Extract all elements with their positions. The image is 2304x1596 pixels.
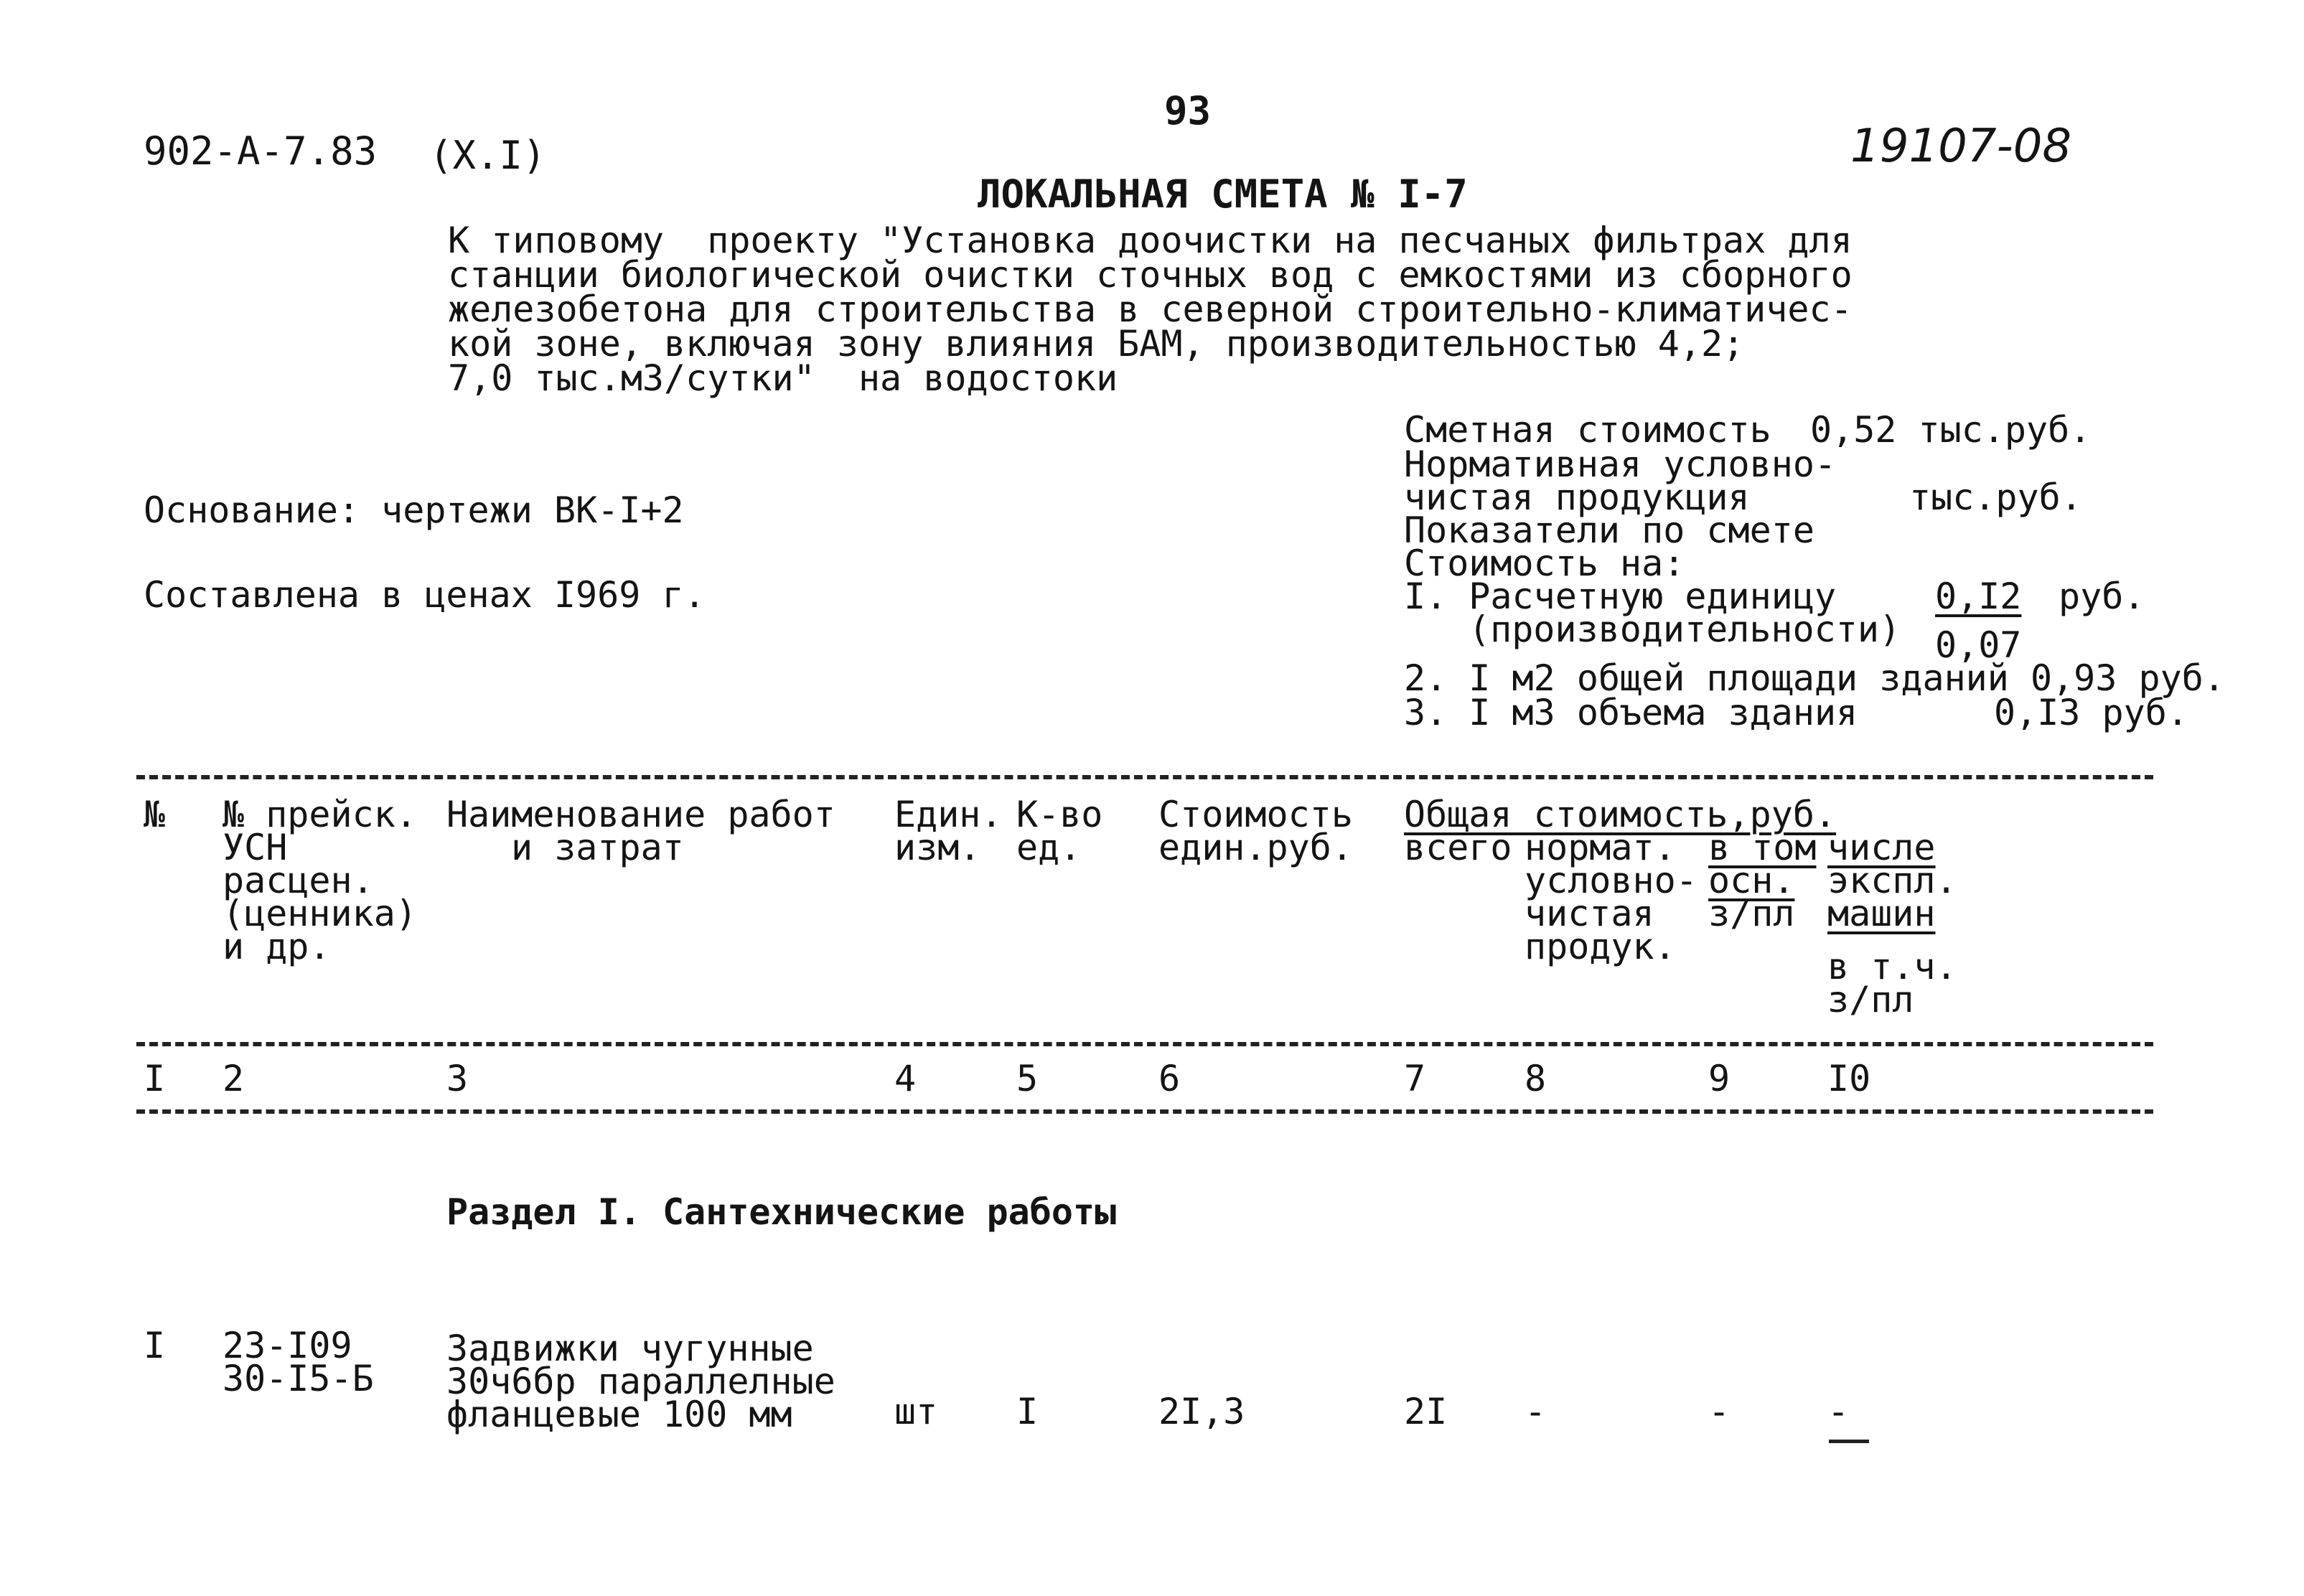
header-normative: продук. (1525, 926, 1676, 967)
row-normative: - (1525, 1391, 1547, 1432)
header-bottom-rule (136, 1042, 2153, 1046)
header-price-ref: (ценника) (223, 893, 417, 934)
header-wages: осн. (1708, 860, 1795, 901)
unit-cost-unit: руб. (2059, 576, 2145, 617)
header-machines: машин (1827, 893, 1936, 934)
table-top-rule (136, 775, 2153, 779)
row-price-ref: 23-I09 (223, 1325, 352, 1366)
header-including-number: числе (1827, 827, 1936, 868)
header-unit-cost: Стоимость (1158, 794, 1353, 835)
normative-label: чистая продукция (1404, 477, 1750, 518)
row-work-name: Задвижки чугунные (446, 1328, 814, 1369)
inventory-stamp: 19107-08 (1850, 120, 2072, 173)
capacity-cost-value: 0,07 (1935, 624, 2022, 666)
row-machine-wages-rule (1829, 1440, 1869, 1443)
document-code: 902-А-7.83 (144, 128, 378, 174)
header-unit: изм. (894, 827, 981, 868)
column-number: 6 (1158, 1058, 1181, 1099)
header-including: в том (1708, 827, 1817, 868)
volume-cost-label: 3. I м3 объема здания (1404, 692, 1858, 733)
description-line: К типовому проекту "Установка доочистки на песчаных фильтрах для (448, 220, 1853, 261)
row-unit: шт (894, 1391, 938, 1432)
header-machine-wages: з/пл (1827, 979, 1914, 1020)
indicators-label: Показатели по смете (1404, 510, 1814, 551)
page-number: 93 (1164, 88, 1212, 133)
column-number-rule (136, 1109, 2153, 1114)
album-number: (Х.I) (429, 133, 546, 178)
header-col-number: № (144, 794, 166, 835)
cost-for-label: Стоимость на: (1404, 543, 1685, 584)
description-line: кой зоне, включая зону влияния БАМ, производительностью 4,2; (448, 323, 1745, 365)
row-work-name: фланцевые 100 мм (446, 1394, 792, 1435)
document-title: ЛОКАЛЬНАЯ СМЕТА № I-7 (978, 172, 1468, 217)
column-number: 3 (446, 1058, 469, 1099)
header-normative: нормат. (1525, 827, 1676, 868)
area-cost-line: 2. I м2 общей площади зданий 0,93 руб. (1404, 657, 2225, 699)
normative-label: Нормативная условно- (1404, 443, 1837, 485)
header-price-ref: УСН (223, 827, 288, 868)
row-machines: - (1827, 1391, 1850, 1432)
column-number: 5 (1016, 1058, 1039, 1099)
header-total: всего (1404, 827, 1512, 868)
header-normative: условно- (1525, 860, 1697, 901)
prices-year-note: Составлена в ценах I969 г. (144, 574, 706, 616)
header-unit: Един. (894, 794, 1003, 835)
row-quantity: I (1016, 1391, 1039, 1432)
row-work-name: 30ч6бр параллелные (446, 1361, 835, 1402)
normative-unit: тыс.руб. (1909, 477, 2082, 518)
header-price-ref: и др. (223, 926, 331, 967)
row-price-ref: 30-I5-Б (223, 1358, 374, 1399)
column-number: 7 (1404, 1058, 1426, 1099)
column-number: 4 (894, 1058, 917, 1099)
header-machines: экспл. (1827, 860, 1957, 901)
header-normative: чистая (1525, 893, 1654, 934)
capacity-label: (производительности) (1469, 609, 1901, 650)
description-line: 7,0 тыс.м3/сутки" на водостоки (448, 357, 1118, 399)
header-quantity: ед. (1016, 827, 1082, 868)
volume-cost-value: 0,I3 руб. (1994, 692, 2188, 733)
estimated-cost-value: 0,52 тыс.руб. (1810, 409, 2092, 451)
header-wages: з/пл (1708, 893, 1795, 934)
column-number: 2 (223, 1058, 245, 1099)
unit-cost-value: 0,I2 (1935, 576, 2022, 617)
estimated-cost-label: Сметная стоимость (1404, 409, 1771, 451)
column-number: 9 (1708, 1058, 1731, 1099)
header-machine-wages: в т.ч. (1827, 946, 1957, 987)
header-work-name: Наименование работ (446, 794, 835, 835)
basis-note: Основание: чертежи ВК-I+2 (144, 489, 684, 531)
row-wages: - (1708, 1391, 1731, 1432)
row-number: I (144, 1325, 166, 1366)
header-work-name: и затрат (511, 827, 684, 868)
header-price-ref: расцен. (223, 860, 374, 901)
row-unit-cost: 2I,3 (1158, 1391, 1245, 1432)
description-line: станции биологической очистки сточных вод с емкостями из сборного (448, 254, 1853, 296)
row-total-cost: 2I (1404, 1391, 1448, 1432)
description-line: железобетона для строительства в северной строительно-климатичес- (448, 288, 1853, 330)
column-number: 8 (1525, 1058, 1547, 1099)
unit-cost-label: I. Расчетную единицу (1404, 576, 1837, 617)
header-unit-cost: един.руб. (1158, 827, 1353, 868)
header-quantity: К-во (1016, 794, 1103, 835)
column-number: I0 (1827, 1058, 1871, 1099)
column-number: I (144, 1058, 166, 1099)
section-title: Раздел I. Сантехнические работы (446, 1191, 1117, 1233)
header-total-cost: Общая стоимость,руб. (1404, 794, 1837, 835)
header-price-ref: № прейск. (223, 794, 417, 835)
